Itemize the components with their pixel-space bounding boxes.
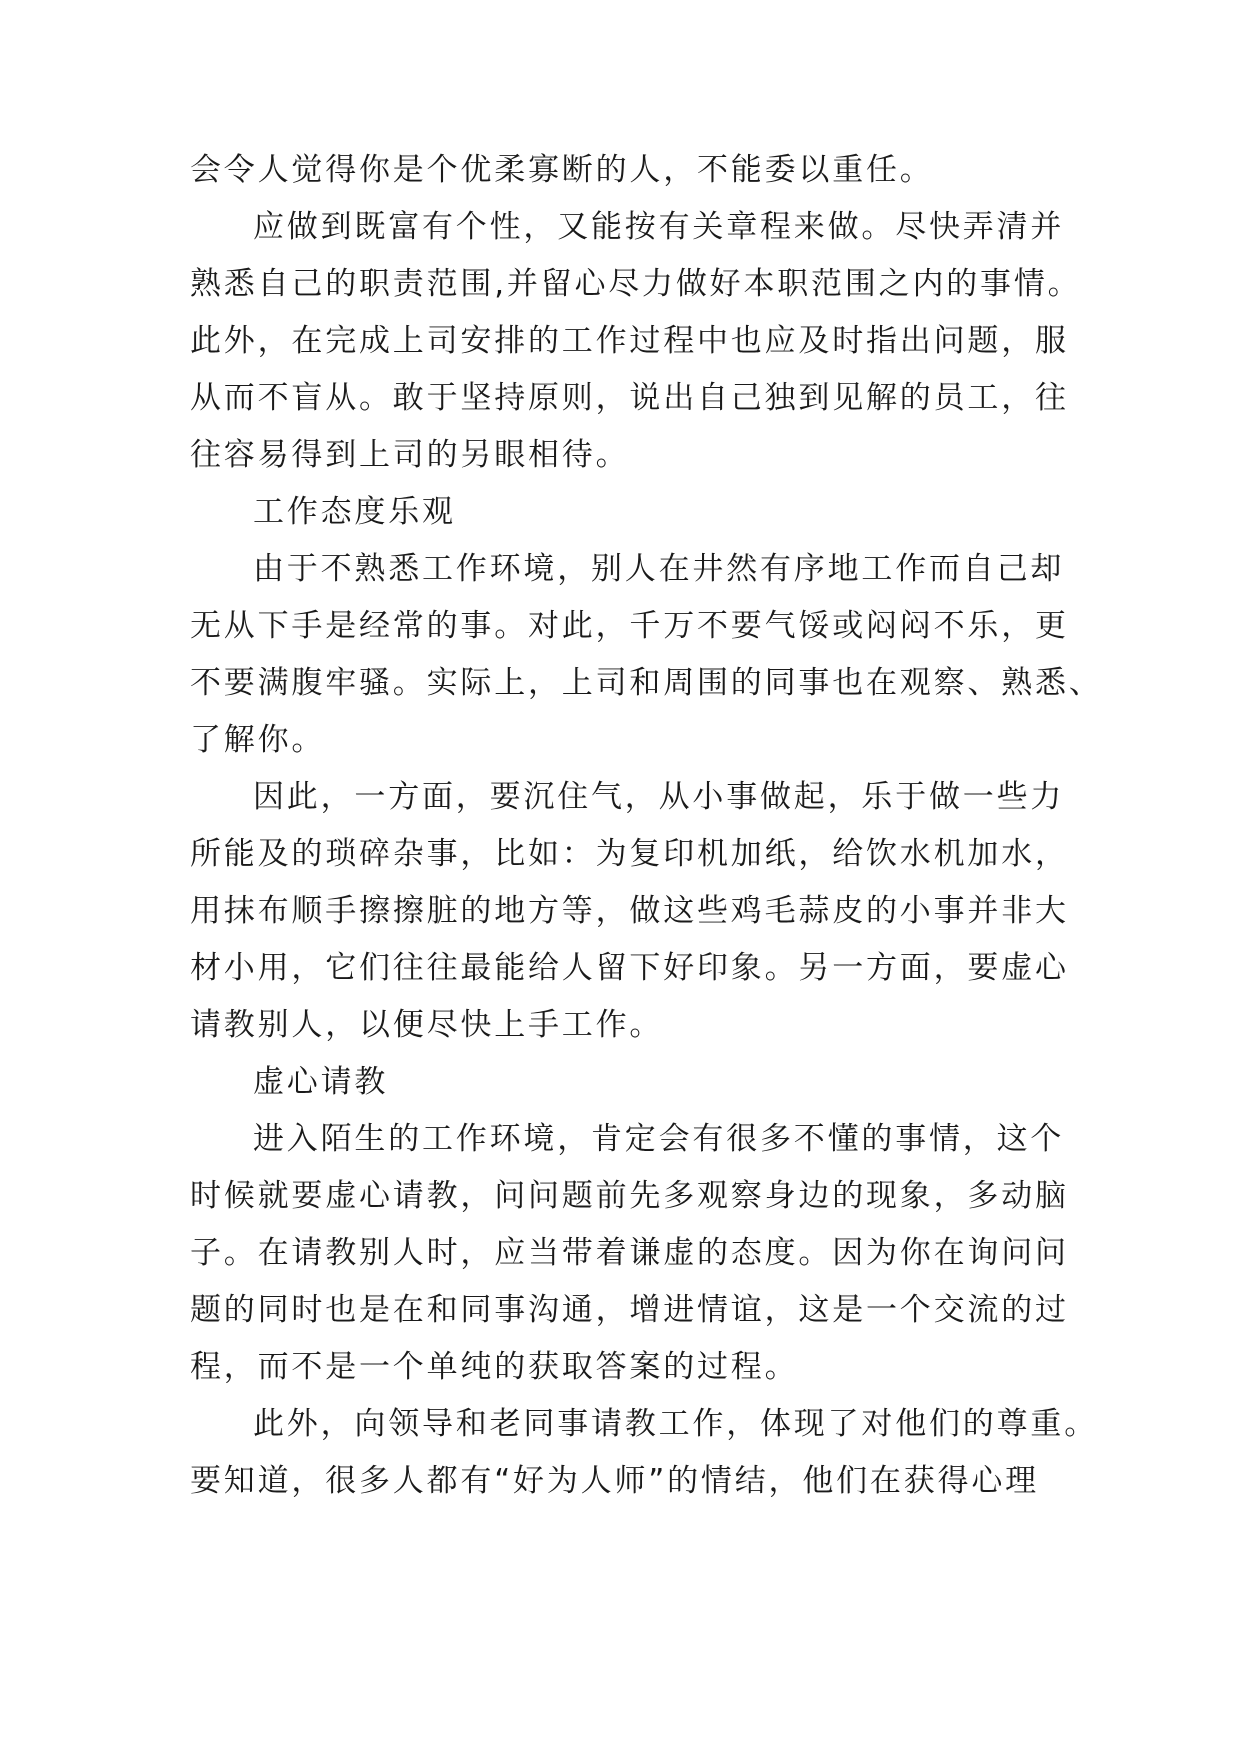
- paragraph-first-line: 应做到既富有个性，又能按有关章程来做。尽快弄清并: [253, 209, 1065, 245]
- text-line-6: 往容易得到上司的另眼相待。: [190, 437, 630, 473]
- text-line-21: 题的同时也是在和同事沟通，增进情谊，这是一个交流的过: [190, 1292, 1069, 1328]
- paragraph-first-line: 由于不熟悉工作环境，别人在井然有序地工作而自己却: [253, 551, 1065, 587]
- text-line-22: 程，而不是一个单纯的获取答案的过程。: [190, 1349, 799, 1385]
- text-line-4: 此外，在完成上司安排的工作过程中也应及时指出问题，服: [190, 323, 1069, 359]
- text-line-11: 了解你。: [190, 722, 326, 758]
- text-line-1: 会令人觉得你是个优柔寡断的人，不能委以重任。: [190, 152, 934, 188]
- text-line-19: 时候就要虚心请教，问问题前先多观察身边的现象，多动脑: [190, 1178, 1069, 1214]
- text-line-5: 从而不盲从。敢于坚持原则，说出自己独到见解的员工，往: [190, 380, 1069, 416]
- text-line-9: 无从下手是经常的事。对此，千万不要气馁或闷闷不乐，更: [190, 608, 1069, 644]
- text-line-13: 所能及的琐碎杂事，比如：为复印机加纸，给饮水机加水，: [190, 836, 1069, 872]
- paragraph-first-line: 此外，向领导和老同事请教工作，体现了对他们的尊重。: [253, 1406, 1098, 1442]
- text-line-20: 子。在请教别人时，应当带着谦虚的态度。因为你在询问问: [190, 1235, 1069, 1271]
- text-line-14: 用抹布顺手擦擦脏的地方等，做这些鸡毛蒜皮的小事并非大: [190, 893, 1069, 929]
- paragraph-first-line: 进入陌生的工作环境，肯定会有很多不懂的事情，这个: [253, 1121, 1065, 1157]
- section-heading: 工作态度乐观: [253, 494, 456, 530]
- section-heading: 虚心请教: [253, 1064, 389, 1100]
- text-line-15: 材小用，它们往往最能给人留下好印象。另一方面，要虚心: [190, 950, 1069, 986]
- text-line-3: 熟悉自己的职责范围,并留心尽力做好本职范围之内的事情。: [190, 266, 1082, 302]
- paragraph-first-line: 因此，一方面，要沉住气，从小事做起，乐于做一些力: [253, 779, 1065, 815]
- text-line-10: 不要满腹牢骚。实际上，上司和周围的同事也在观察、熟悉、: [190, 665, 1103, 701]
- text-line-16: 请教别人，以便尽快上手工作。: [190, 1007, 664, 1043]
- text-line-24: 要知道，很多人都有“好为人师”的情结，他们在获得心理: [190, 1463, 1039, 1499]
